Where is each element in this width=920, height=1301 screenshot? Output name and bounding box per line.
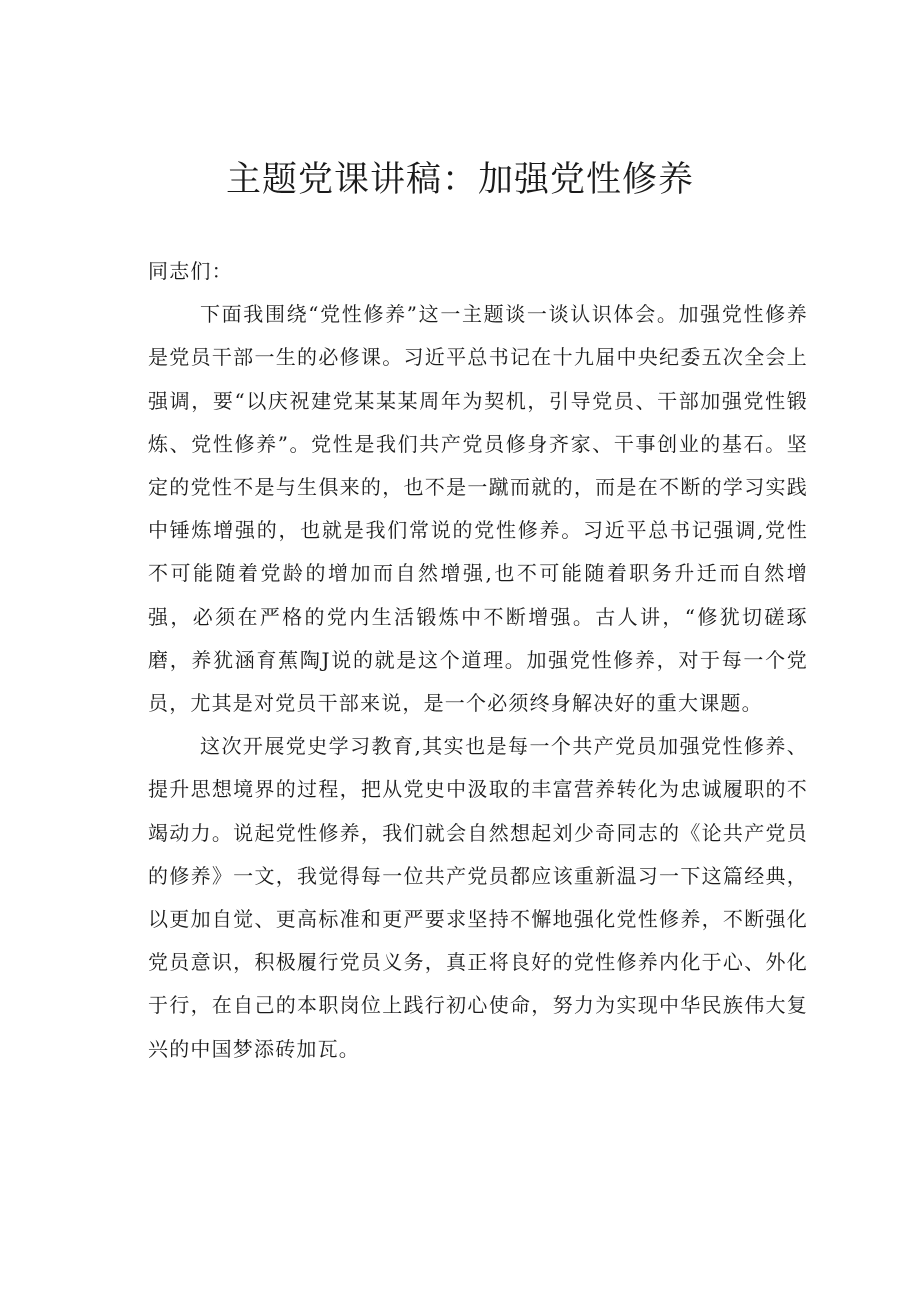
document-body — [148, 250, 808, 1071]
paragraph: 这次开展党史学习教育,其实也是每一个共产党员加强党性修养、提升思想境界的过程，把从党史中汲取的丰富营养转化为忠诚履职的不竭动力。说起党性修养，我们就会自然想起刘少奇同志的《论共产党员的修养》一文，我觉得每一位共产党员都应该重新温习一下这篇经典，以更加自觉、更高标准和更严要求坚持不懈地强化党性修养，不断强化党员意识，积极履行党员义务，真正将良好的党性修养内化于心、外化于行，在自己的本职岗位上践行初心使命，努力为实现中华民族伟大复兴的中国梦添砖加瓦。 — [148, 734, 808, 1061]
paragraph: 下面我围绕“党性修养”这一主题谈一谈认识体会。加强党性修养是党员干部一生的必修课。习近平总书记在十九届中央纪委五次全会上强调，要“以庆祝建党某某某周年为契机，引导党员、干部加强党性锻炼、党性修养”。党性是我们共产党员修身齐家、干事创业的基石。坚定的党性不是与生俱来的，也不是一蹴而就的，而是在不断的学习实践中锤炼增强的，也就是我们常说的党性修养。习近平总书记强调,党性不可能随着党龄的增加而自然增强,也不可能随着职务升迁而自然增强，必须在严格的党内生活锻炼中不断增强。古人讲，“修犹切磋琢磨，养犹涵育蕉陶J说的就是这个道理。加强党性修养，对于每一个党员，尤其是对党员干部来说，是一个必须终身解决好的重大课题。 — [148, 302, 808, 716]
salutation: 同志们： — [148, 259, 233, 283]
page-title: 主题党课讲稿：加强党性修养 — [225, 160, 694, 200]
